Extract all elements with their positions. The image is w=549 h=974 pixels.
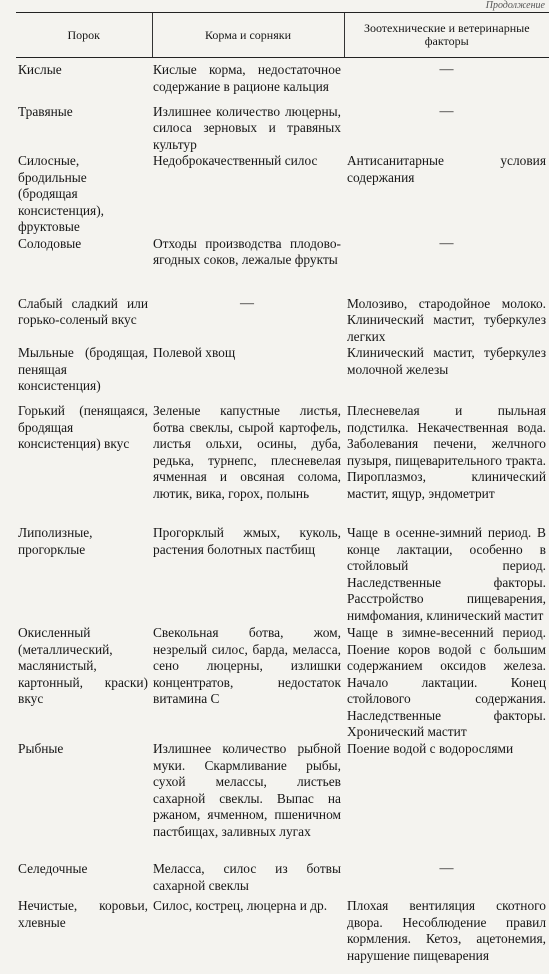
empty-dash: — [347,104,546,120]
table-row [16,153,549,236]
cell-feeds [152,236,344,292]
cell-feeds [152,894,344,974]
cell-feeds-text: Излишнее количество люцерны, силоса зерновых и травяных культур [153,104,341,152]
cell-feeds [152,153,344,236]
table-row [16,403,549,525]
cell-defect [16,102,152,154]
cell-defect [16,153,152,236]
cell-defect-text: Липолизные, прогорклые [18,525,93,557]
cell-factors [344,102,549,154]
cell-factors [344,292,549,346]
table-row [16,741,549,861]
cell-defect [16,894,152,974]
cell-factors [344,625,549,741]
table-row [16,525,549,625]
cell-factors-text: Антисанитарные условия содержания [347,153,546,185]
cell-defect-text: Селедочные [18,861,88,876]
table-row [16,894,549,974]
cell-feeds [152,525,344,625]
cell-feeds-text: Полевой хвощ [153,345,235,360]
cell-factors [344,345,549,403]
cell-feeds-text: Силос, кострец, люцерна и др. [153,898,327,913]
cell-feeds [152,403,344,525]
column-header-defect: Порок [16,13,152,58]
table-row [16,345,549,403]
cell-defect-text: Травяные [18,104,73,119]
table-row [16,861,549,894]
cell-feeds-text: Недоброкачественный силос [153,153,317,168]
table-row [16,58,549,102]
cell-feeds-text: Прогорклый жмых, куколь, растения болотных пастбищ [153,525,341,557]
table-row [16,102,549,154]
cell-feeds [152,625,344,741]
cell-defect-text: Мыльные (бродящая, пенящая консистенция) [18,345,148,393]
cell-defect-text: Слабый сладкий или горько-соленый вкус [18,296,148,328]
cell-defect-text: Нечистые, коровьи, хлевные [18,898,148,930]
cell-factors-text: Чаще в зимне-весенний период. Поение коров водой с большим содержанием оксидов железа. Начало лактации. Конец стойлового содержания. Наследственные факторы. Хронический мастит [347,625,546,739]
cell-defect [16,58,152,102]
cell-defect [16,345,152,403]
cell-feeds [152,345,344,403]
empty-dash: — [347,236,546,252]
cell-feeds [152,292,344,346]
cell-factors [344,861,549,894]
empty-dash: — [347,62,546,78]
cell-factors-text: Поение водой с водорослями [347,741,513,756]
cell-factors [344,525,549,625]
cell-feeds [152,861,344,894]
cell-defect [16,525,152,625]
cell-factors-text: Клинический мастит, туберкулез молочной железы [347,345,546,377]
cell-defect [16,236,152,292]
cell-defect-text: Силосные, бродильные (бродящая консистенция), фруктовые [18,153,104,234]
cell-feeds [152,58,344,102]
cell-feeds-text: Излишнее количество рыбной муки. Скармливание рыбы, сухой мелассы, листьев сахарной свеклы. Выпас на ржаном, ячменном, пшеничном пастбищах, заливных лугах [153,741,341,839]
empty-dash: — [153,296,341,312]
table-row [16,625,549,741]
cell-factors [344,58,549,102]
cell-defect [16,741,152,861]
cell-defect [16,625,152,741]
table-row [16,236,549,292]
cell-factors-text: Плесневелая и пыльная подстилка. Некачественная вода. Заболевания печени, желчного пузыря, пищеварительного тракта. Пироплазмоз, клинический мастит, ящур, эндометрит [347,403,546,501]
cell-factors [344,894,549,974]
cell-defect-text: Рыбные [18,741,63,756]
milk-defects-table [16,12,549,974]
cell-factors-text: Молозиво, стародойное молоко. Клинический мастит, туберкулез легких [347,296,546,344]
cell-defect [16,292,152,346]
cell-feeds-text: Кислые корма, недостаточное содержание в рационе кальция [153,62,341,94]
cell-defect-text: Кислые [18,62,62,77]
table-header [16,13,549,58]
cell-feeds-text: Меласса, силос из ботвы сахарной свеклы [153,861,341,893]
cell-factors [344,153,549,236]
column-header-feeds: Корма и сорняки [152,13,344,58]
cell-feeds [152,741,344,861]
cell-defect-text: Окисленный (металлический, маслянистый, картонный, краски) вкус [18,625,148,706]
cell-factors-text: Плохая вентиляция скотного двора. Несоблюдение правил кормления. Кетоз, ацетонемия, нарушение пищеварения [347,898,546,963]
cell-feeds-text: Отходы производства плодово-ягодных соков, лежалые фрукты [153,236,341,268]
cell-defect-text: Солодовые [18,236,81,251]
page-corner-note: Продолжение [486,0,545,11]
cell-factors-text: Чаще в осенне-зимний период. В конце лактации, особенно в стойловый период. Наследственные факторы. Расстройство пищеварения, нимфомания, клинический мастит [347,525,546,623]
table-body [16,58,549,974]
empty-dash: — [347,861,546,877]
cell-factors [344,403,549,525]
table-row [16,292,549,346]
cell-defect [16,403,152,525]
cell-feeds-text: Свекольная ботва, жом, незрелый силос, барда, меласса, сено люцерны, излишки концентратов, недостаток витамина С [153,625,341,706]
cell-defect [16,861,152,894]
cell-factors [344,741,549,861]
cell-feeds [152,102,344,154]
cell-feeds-text: Зеленые капустные листья, ботва свеклы, сырой картофель, листья ольхи, осины, дуба, редька, турнепс, плесневелая ячменная и овсяная солома, лютик, вика, горох, полынь [153,403,341,501]
cell-defect-text: Горький (пенящаяся, бродящая консистенция) вкус [18,403,148,451]
cell-factors [344,236,549,292]
column-header-factors: Зоотехнические и ветеринарные факторы [344,13,549,58]
